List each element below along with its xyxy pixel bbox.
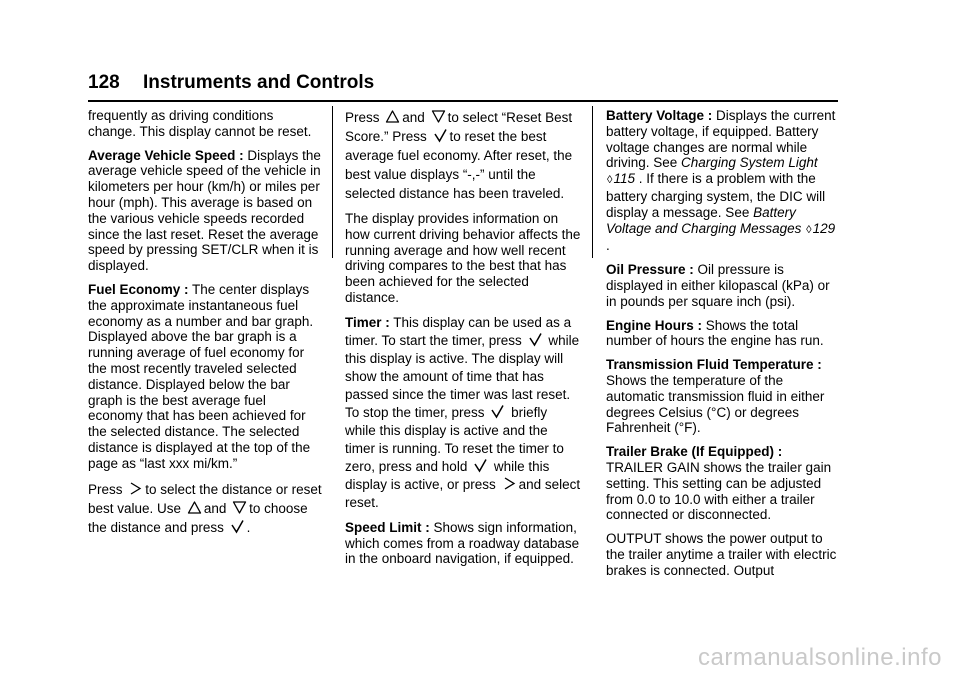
paragraph — [606, 357, 840, 436]
text-column-2 — [345, 108, 581, 575]
term-engine-hours: Engine Hours : — [606, 317, 703, 333]
term-fuel-economy: Fuel Economy : — [88, 281, 189, 297]
page-reference[interactable]: 129 — [812, 220, 836, 236]
paragraph — [606, 318, 840, 350]
body-text: while this display is active, or press — [345, 458, 550, 492]
watermark: carmanualsonline.info — [698, 644, 942, 671]
body-text: Shows sign information, which comes from a roadway database in the onboard navigation, if equipped. — [345, 519, 580, 567]
up-arrow-icon — [187, 500, 202, 515]
cross-reference-link[interactable]: Charging System Light — [681, 155, 818, 171]
term-transmission-fluid-temperature: Transmission Fluid Temperature : — [606, 357, 822, 373]
down-arrow-icon — [232, 500, 247, 515]
body-text: . — [606, 238, 610, 254]
body-text: The center displays the approximate instantaneous fuel economy as a number and bar graph. Displayed above the bar graph is a running average of fuel economy for the most recently traveled selected distance. Displayed below the bar graph is the best average fuel economy that has been achieved for the selected distance. The selected distance is displayed at the top of the page as “last xxx mi/km.” — [88, 281, 314, 471]
body-text: Press — [88, 481, 123, 497]
body-text: and select reset. — [345, 476, 581, 510]
paragraph — [345, 211, 581, 306]
term-oil-pressure: Oil Pressure : — [606, 262, 694, 278]
body-text: while this display is active. The display will show the amount of time that has passed since the timer was last reset. To stop the timer, press — [345, 332, 580, 420]
body-text: . If there is a problem with the battery charging system, the DIC will display a message. See — [606, 171, 826, 220]
column-divider — [592, 106, 593, 258]
body-text: Displays the current battery voltage, if equipped. Battery voltage changes are normal while driving. See — [606, 108, 836, 171]
term-timer: Timer : — [345, 314, 390, 330]
body-text: Shows the temperature of the automatic transmission fluid in either degrees Celsius (°C) or degrees Fahrenheit (°F). — [606, 372, 825, 436]
body-text: to select “Reset Best Score.” Press — [345, 110, 573, 144]
checkmark-icon — [433, 128, 448, 143]
text-column-1 — [88, 108, 322, 545]
text-column-3 — [606, 108, 840, 587]
checkmark-icon — [528, 332, 543, 347]
paragraph — [606, 444, 840, 523]
reference-arrow-icon: ◊ — [607, 174, 613, 187]
right-arrow-icon — [128, 481, 143, 496]
paragraph — [345, 108, 581, 203]
body-text: OUTPUT shows the power output to the trailer anytime a trailer with electric brakes is connected. Output — [606, 531, 837, 578]
paragraph — [606, 262, 840, 309]
checkmark-icon — [230, 519, 245, 534]
page-number: 128 — [88, 72, 120, 93]
body-text: The display provides information on how current driving behavior affects the running average and how well recent driving compares to the best that has been achieved for the selected distance. — [345, 211, 581, 305]
body-text: TRAILER GAIN shows the trailer gain setting. This setting can be adjusted from 0.0 to 10.0 with either a trailer connected or disconnected. — [606, 459, 832, 523]
body-text: briefly while this display is active and the timer is running. To reset the timer to zero, press and hold — [345, 404, 564, 474]
body-text: frequently as driving conditions change. This display cannot be reset. — [88, 108, 312, 139]
term-average-vehicle-speed: Average Vehicle Speed : — [88, 147, 244, 163]
body-text: and — [203, 500, 227, 516]
paragraph — [88, 282, 322, 472]
paragraph — [606, 531, 840, 578]
column-divider — [332, 106, 333, 258]
paragraph — [345, 314, 581, 512]
body-text: to reset the best average fuel economy. After reset, the best value displays “-,-” until the selected distance has been traveled. — [345, 129, 573, 201]
paragraph — [345, 520, 581, 567]
body-text: This display can be used as a timer. To start the timer, press — [345, 314, 572, 348]
body-text: Oil pressure is displayed in either kilopascal (kPa) or in pounds per square inch (psi). — [606, 262, 830, 309]
body-text: . — [246, 519, 251, 535]
term-speed-limit: Speed Limit : — [345, 519, 430, 535]
paragraph — [88, 148, 322, 274]
body-text: Press — [345, 110, 380, 125]
page-header — [88, 68, 838, 102]
down-arrow-icon — [431, 109, 446, 124]
body-text: and — [402, 110, 425, 125]
body-text: to choose the distance and press — [88, 500, 308, 535]
body-text: to select the distance or reset best value. Use — [88, 481, 322, 516]
page-reference[interactable]: 115 — [613, 171, 635, 187]
paragraph — [88, 480, 322, 537]
up-arrow-icon — [385, 109, 400, 124]
cross-reference-link[interactable]: Battery Voltage and Charging Messages — [606, 204, 802, 236]
paragraph — [88, 108, 322, 140]
checkmark-icon — [490, 404, 505, 419]
body-text: Shows the total number of hours the engine has run. — [606, 317, 824, 349]
checkmark-icon — [473, 458, 488, 473]
reference-arrow-icon: ◊ — [806, 223, 812, 236]
right-arrow-icon — [502, 476, 517, 491]
paragraph — [606, 108, 840, 254]
term-battery-voltage: Battery Voltage : — [606, 108, 713, 123]
body-text: Displays the average vehicle speed of the vehicle in kilometers per hour (km/h) or miles per hour (mph). This average is based on the various vehicle speeds recorded since the last reset. Reset the average speed by pressing SET/CLR when it is displayed. — [88, 147, 321, 274]
term-trailer-brake: Trailer Brake (If Equipped) : — [606, 444, 783, 460]
section-title: Instruments and Controls — [143, 72, 375, 93]
